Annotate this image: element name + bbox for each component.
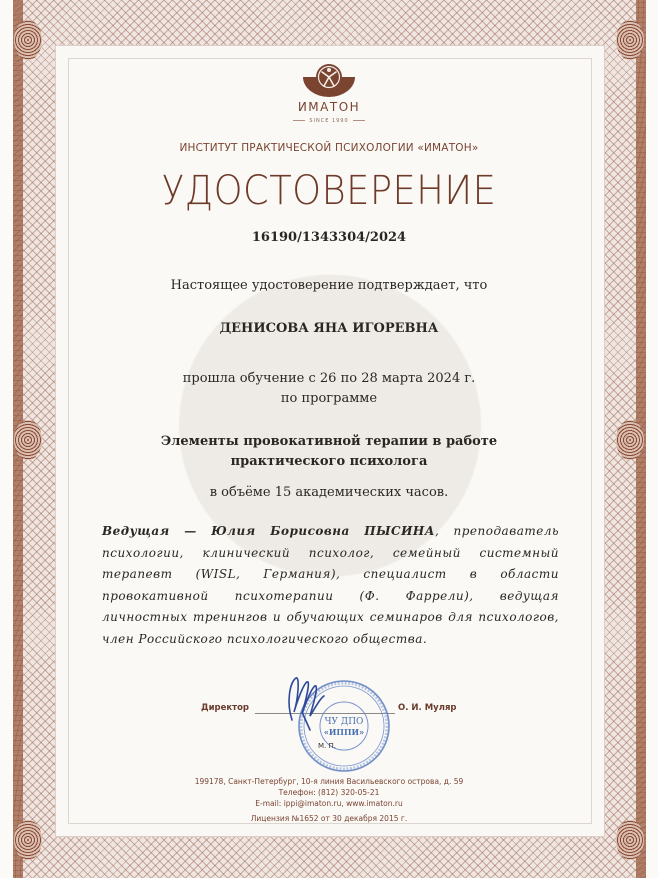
- lecturer-credentials: , преподаватель психологии, клинический психолог, семейный системный терапевт (WISL, Германия), специалист в области провокативной психотерапии (Ф. Фаррели), ведущая личностных тренингов и обучающих семинаров для психологов, член Российского психологического общества.: [102, 524, 560, 646]
- certificate-number: 16190/1343304/2024: [251, 230, 407, 245]
- stamp-place-mark: М. П.: [318, 742, 336, 750]
- director-name: О. И. Муляр: [398, 703, 457, 713]
- program-title-line2: практического психолога: [230, 454, 428, 469]
- logo-name: ИМАТОН: [297, 100, 361, 114]
- hours-text: в объёме 15 академических часов.: [209, 485, 449, 500]
- footer-contacts: E-mail: ippi@imaton.ru, www.imaton.ru: [255, 799, 403, 808]
- svg-text:ЧУ ДПО: ЧУ ДПО: [324, 717, 364, 727]
- imaton-figure-logo-icon: [299, 63, 359, 97]
- director-label: Директор: [201, 703, 249, 713]
- svg-text:«ИППИ»: «ИППИ»: [323, 727, 365, 737]
- training-period: [0, 369, 658, 409]
- logo-since: SINCE 1990: [0, 118, 658, 124]
- signature-icon: [280, 672, 330, 732]
- institute-name: ИНСТИТУТ ПРАКТИЧЕСКОЙ ПСИХОЛОГИИ «ИМАТОН»: [179, 142, 479, 154]
- confirms-text: Настоящее удостоверение подтверждает, что: [170, 278, 488, 293]
- footer-address: 199178, Санкт-Петербург, 10-я линия Васильевского острова, д. 59: [194, 777, 464, 786]
- person-name: ДЕНИСОВА ЯНА ИГОРЕВНА: [219, 321, 439, 336]
- training-program-label: по программе: [280, 391, 378, 406]
- training-dates: прошла обучение с 26 по 28 марта 2024 г.: [182, 371, 476, 386]
- footer-phone: Телефон: (812) 320-05-21: [278, 788, 380, 797]
- program-title-line1: Элементы провокативной терапии в работе: [160, 434, 498, 449]
- footer-license: Лицензия №1652 от 30 декабря 2015 г.: [250, 814, 408, 823]
- program-title: [0, 432, 658, 472]
- lecturer-description: [102, 521, 559, 650]
- document-title: УДОСТОВЕРЕНИЕ: [161, 168, 497, 214]
- lecturer-name: Ведущая — Юлия Борисовна ПЫСИНА: [102, 524, 436, 538]
